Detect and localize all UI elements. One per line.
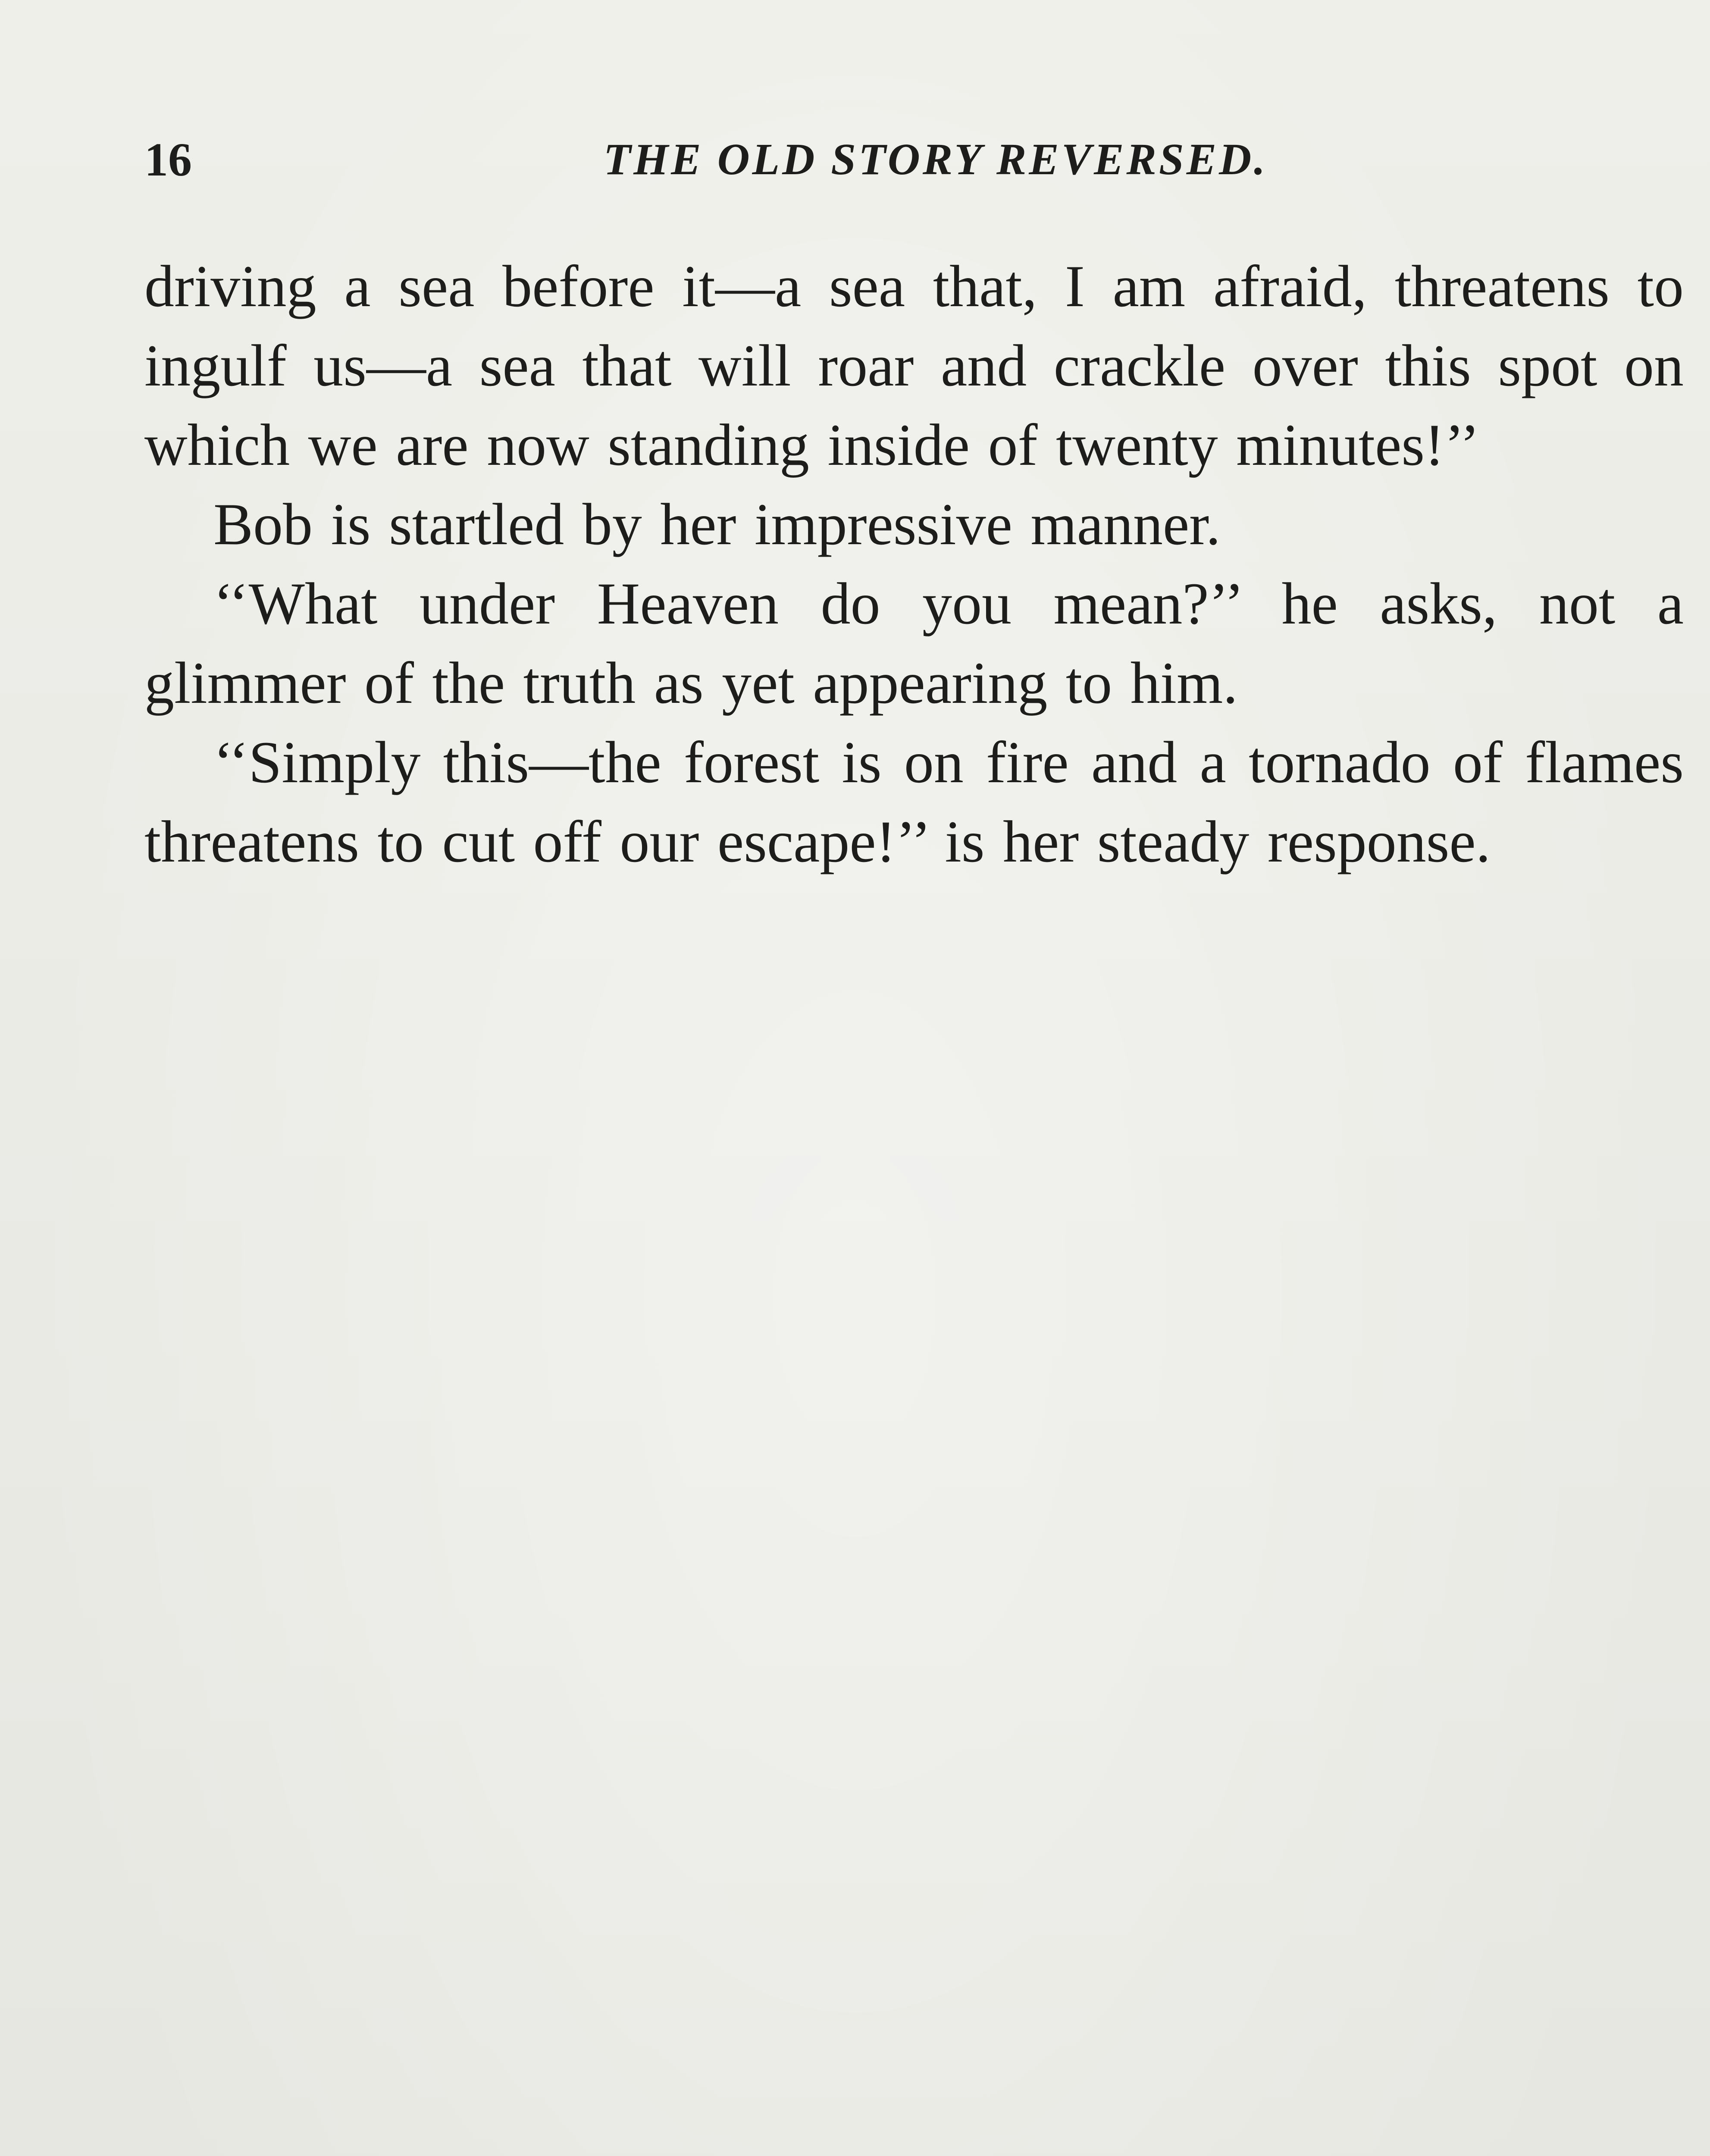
paragraph: ‘‘Simply this—the forest is on fire and a tornado of flames threatens to cut off our escape!’’ is her steady response.: [144, 729, 1684, 874]
paragraph: ‘‘What under Heaven do you mean?’’ he asks, not a glimmer of the truth as yet appearing to him.: [144, 570, 1684, 716]
paragraph: Bob is startled by her impressive manner.: [213, 491, 1221, 557]
running-title: THE OLD STORY REVERSED.: [603, 135, 1268, 184]
page-number: 16: [144, 133, 192, 186]
body-text: [144, 247, 1684, 881]
paragraph-continued: driving a sea before it—a sea that, I am afraid, threatens to ingulf us—a sea that will roar and crackle over this spot on which we are now standing inside of twenty minutes!’’: [144, 253, 1684, 478]
page-header: [144, 129, 1684, 190]
